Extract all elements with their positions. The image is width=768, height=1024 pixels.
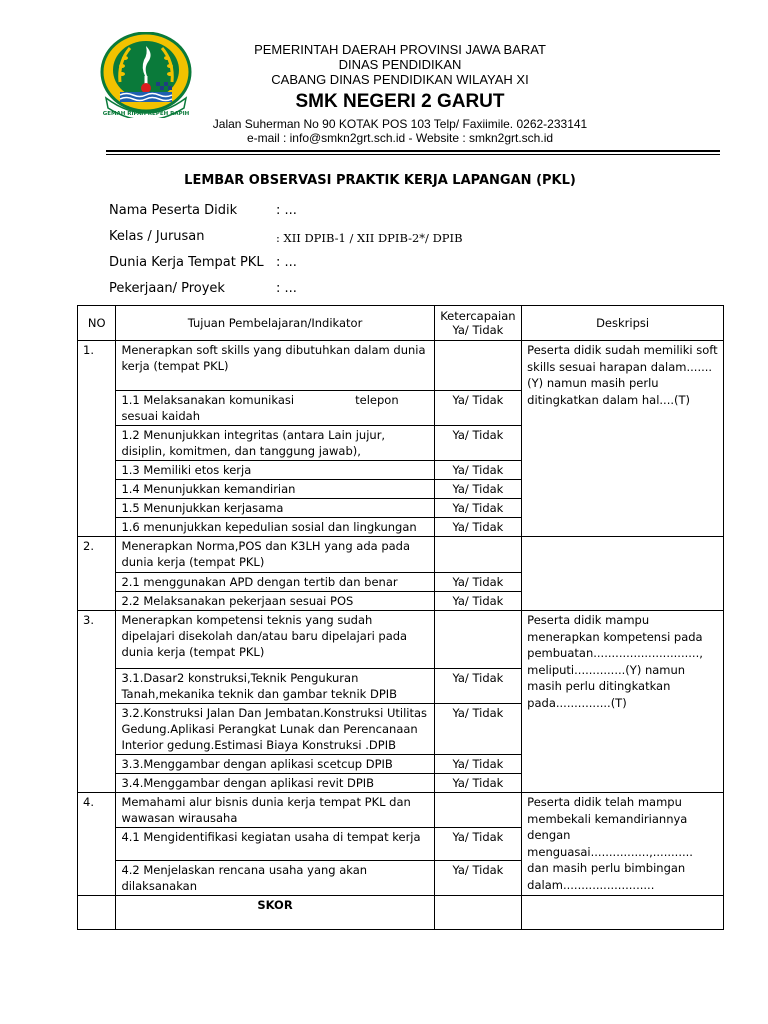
school-name: SMK NEGERI 2 GARUT bbox=[295, 91, 505, 112]
header-achievement bbox=[434, 306, 522, 341]
achievement-yes-no[interactable]: Ya/ Tidak bbox=[434, 480, 522, 499]
description-cell: Peserta didik sudah memiliki soft skills sesuai harapan dalam.......(Y) namun masih perlu ditingkatkan dalam hal....(T) bbox=[522, 341, 724, 537]
table-row bbox=[78, 611, 724, 669]
indicator-item: 4.1 Mengidentifikasi kegiatan usaha di tempat kerja bbox=[116, 828, 434, 861]
indicator-main: Memahami alur bisnis dunia kerja tempat PKL dan wawasan wirausaha bbox=[116, 793, 434, 828]
achievement-yes-no[interactable]: Ya/ Tidak bbox=[434, 669, 522, 704]
header-no: NO bbox=[78, 306, 116, 341]
achievement-yes-no[interactable]: Ya/ Tidak bbox=[434, 518, 522, 537]
letterhead-rule-thick bbox=[106, 150, 720, 152]
achievement-yes-no[interactable]: Ya/ Tidak bbox=[434, 774, 522, 793]
achievement-yes-no[interactable]: Ya/ Tidak bbox=[434, 573, 522, 592]
achievement-cell bbox=[434, 793, 522, 828]
score-label: SKOR bbox=[116, 896, 434, 930]
description-cell: Peserta didik mampu menerapkan kompetensi pada pembuatan............................., meliputi..............(Y) namun masih perlu ditingkatkan pada...............(T) bbox=[522, 611, 724, 793]
table-row bbox=[78, 537, 724, 573]
table-row bbox=[78, 341, 724, 391]
indicator-item: 1.4 Menunjukkan kemandirian bbox=[116, 480, 434, 499]
indicator-item: 3.2.Konstruksi Jalan Dan Jembatan.Konstruksi Utilitas Gedung.Aplikasi Perangkat Lunak dan Perencanaan Interior gedung.Estimasi Biaya Konstruksi .DPIB bbox=[116, 704, 434, 755]
table-header-row bbox=[78, 306, 724, 341]
header-achievement-line1: Ketercapaian bbox=[440, 309, 516, 323]
header-indicator: Tujuan Pembelajaran/Indikator bbox=[116, 306, 434, 341]
indicator-main: Menerapkan kompetensi teknis yang sudah dipelajari disekolah dan/atau baru dipelajari pada dunia kerja (tempat PKL) bbox=[116, 611, 434, 669]
west-java-emblem-logo bbox=[100, 32, 192, 118]
achievement-yes-no[interactable]: Ya/ Tidak bbox=[434, 461, 522, 480]
indicator-item: 1.2 Menunjukkan integritas (antara Lain jujur, disiplin, komitmen, dan tanggung jawab), bbox=[116, 426, 434, 461]
info-value: : ... bbox=[276, 281, 297, 296]
row-number: 3. bbox=[78, 611, 116, 793]
document-title: LEMBAR OBSERVASI PRAKTIK KERJA LAPANGAN (PKL) bbox=[184, 173, 576, 188]
header-description: Deskripsi bbox=[522, 306, 724, 341]
indicator-item: 1.5 Menunjukkan kerjasama bbox=[116, 499, 434, 518]
indicator-item: 4.2 Menjelaskan rencana usaha yang akan dilaksanakan bbox=[116, 861, 434, 896]
score-value-cell[interactable] bbox=[434, 896, 522, 930]
achievement-cell bbox=[434, 611, 522, 669]
indicator-main: Menerapkan soft skills yang dibutuhkan dalam dunia kerja (tempat PKL) bbox=[116, 341, 434, 391]
row-number: 2. bbox=[78, 537, 116, 611]
indicator-item: 1.6 menunjukkan kepedulian sosial dan lingkungan bbox=[116, 518, 434, 537]
letterhead-rule-thin bbox=[106, 154, 720, 155]
indicator-item: 2.1 menggunakan APD dengan tertib dan benar bbox=[116, 573, 434, 592]
info-value: : ... bbox=[276, 203, 297, 218]
svg-text:GEMAH RIPAH REPEH RAPIH: GEMAH RIPAH REPEH RAPIH bbox=[102, 111, 190, 117]
score-row bbox=[78, 896, 724, 930]
achievement-yes-no[interactable]: Ya/ Tidak bbox=[434, 592, 522, 611]
info-value: : ... bbox=[276, 255, 297, 270]
indicator-item: 1.1 Melaksanakan komunikasi telepon sesuai kaidah bbox=[116, 391, 434, 426]
department-name: DINAS PENDIDIKAN bbox=[338, 57, 462, 72]
score-no-cell bbox=[78, 896, 116, 930]
info-value: : XII DPIB-1 / XII DPIB-2*/ DPIB bbox=[276, 231, 463, 245]
school-contact: e-mail : info@smkn2grt.sch.id - Website : smkn2grt.sch.id bbox=[246, 131, 554, 145]
description-cell: Peserta didik telah mampu membekali kemandiriannya dengan menguasai................,........... dan masih perlu bimbingan dalam......................... bbox=[522, 793, 724, 896]
description-cell bbox=[522, 537, 724, 611]
observation-table bbox=[77, 305, 724, 930]
achievement-yes-no[interactable]: Ya/ Tidak bbox=[434, 861, 522, 896]
info-label: Pekerjaan/ Proyek bbox=[109, 281, 225, 296]
letterhead bbox=[200, 42, 600, 145]
indicator-main: Menerapkan Norma,POS dan K3LH yang ada pada dunia kerja (tempat PKL) bbox=[116, 537, 434, 573]
table-row bbox=[78, 793, 724, 828]
score-description-cell bbox=[522, 896, 724, 930]
achievement-yes-no[interactable]: Ya/ Tidak bbox=[434, 828, 522, 861]
info-label: Nama Peserta Didik bbox=[109, 203, 238, 218]
branch-office-name: CABANG DINAS PENDIDIKAN WILAYAH XI bbox=[271, 72, 529, 87]
indicator-item: 3.4.Menggambar dengan aplikasi revit DPIB bbox=[116, 774, 434, 793]
indicator-item: 1.3 Memiliki etos kerja bbox=[116, 461, 434, 480]
achievement-yes-no[interactable]: Ya/ Tidak bbox=[434, 391, 522, 426]
achievement-yes-no[interactable]: Ya/ Tidak bbox=[434, 704, 522, 755]
achievement-yes-no[interactable]: Ya/ Tidak bbox=[434, 426, 522, 461]
achievement-cell bbox=[434, 341, 522, 391]
achievement-yes-no[interactable]: Ya/ Tidak bbox=[434, 499, 522, 518]
info-label: Dunia Kerja Tempat PKL bbox=[109, 255, 264, 270]
row-number: 1. bbox=[78, 341, 116, 537]
header-achievement-line2: Ya/ Tidak bbox=[452, 323, 504, 337]
achievement-yes-no[interactable]: Ya/ Tidak bbox=[434, 755, 522, 774]
info-label: Kelas / Jurusan bbox=[109, 229, 205, 244]
indicator-item: 3.1.Dasar2 konstruksi,Teknik Pengukuran Tanah,mekanika teknik dan gambar teknik DPIB bbox=[116, 669, 434, 704]
indicator-item: 2.2 Melaksanakan pekerjaan sesuai POS bbox=[116, 592, 434, 611]
row-number: 4. bbox=[78, 793, 116, 896]
achievement-cell bbox=[434, 537, 522, 573]
school-address: Jalan Suherman No 90 KOTAK POS 103 Telp/ Faxiimile. 0262-233141 bbox=[212, 117, 588, 131]
indicator-item: 3.3.Menggambar dengan aplikasi scetcup DPIB bbox=[116, 755, 434, 774]
govt-name: PEMERINTAH DAERAH PROVINSI JAWA BARAT bbox=[254, 42, 546, 57]
